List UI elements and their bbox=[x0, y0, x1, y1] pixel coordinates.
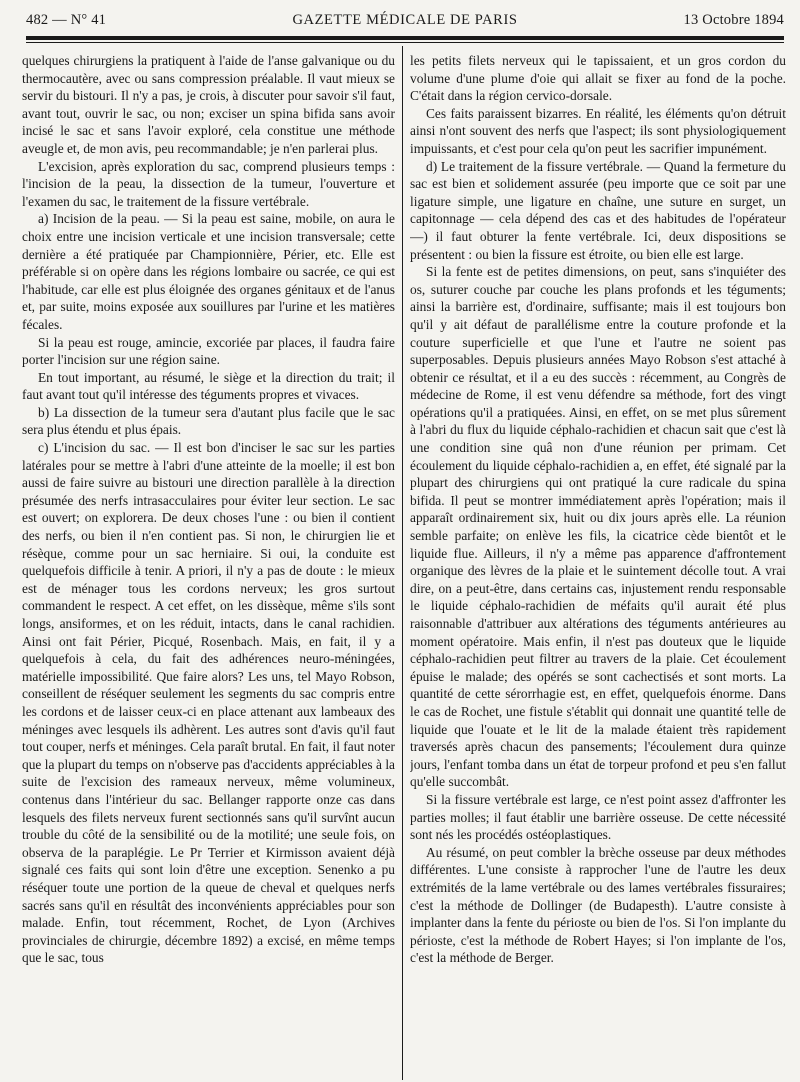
paragraph: Si la fissure vertébrale est large, ce n'est point assez d'affronter les parties molles; il faut établir une barrière osseuse. De cette nécessité sont nés les procédés ostéoplastiques. bbox=[410, 791, 786, 843]
paragraph: Ces faits paraissent bizarres. En réalité, les éléments qu'on détruit ainsi n'ont souvent des nerfs que l'aspect; ils sont physiologiquement impuissants, et c'est pour cela qu'on peut les sacrifier impunément. bbox=[410, 105, 786, 156]
issue-date: 13 Octobre 1894 bbox=[683, 12, 784, 28]
paragraph: En tout important, au résumé, le siège et la direction du trait; il faut avant tout qu'il intéresse des téguments propres et vivaces. bbox=[22, 369, 395, 403]
paragraph: a) Incision de la peau. — Si la peau est saine, mobile, on aura le choix entre une incision verticale et une incision transversale; cette dernière a été pratiquée par Championnière, Périer, etc. Elle est préférable si on opère dans les régions lombaire ou sacrée, ce qui est l'habitude, car elle est plus éloignée des organes génitaux et de l'anus et, par suite, moins exposée aux souillures par l'urine et les matières fécales. bbox=[22, 211, 395, 332]
paragraph: Au résumé, on peut combler la brèche osseuse par deux méthodes différentes. L'une consiste à rapprocher l'une de l'autre les deux extrémités de la lame vertébrale ou des lames vertébrales fissuraires; c'est la méthode de Dollinger (de Budapesth). L'autre consiste à implanter dans la fente du périoste ou bien de l'os. Si l'on implante du périoste, c'est la méthode de Robert Hayes; si l'on implante de l'os, c'est la méthode de Berger. bbox=[410, 844, 786, 966]
page-number-issue: 482 — N° 41 bbox=[26, 12, 107, 28]
paragraph: L'excision, après exploration du sac, comprend plusieurs temps : l'incision de la peau, la dissection de la tumeur, l'ouverture et l'examen du sac, le traitement de la fissure vertébrale. bbox=[22, 158, 395, 209]
paragraph: Si la fente est de petites dimensions, on peut, sans s'inquiéter des os, suturer couche par couche les plans profonds et les téguments; ainsi la barrière est, d'ordinaire, suffisante; mais il est toujours bon qu'il y ait défaut de parallélisme entre la couture profonde et la couture superficielle et que l'une et l'autre ne soient pas superposables. Depuis plusieurs années Mayo Robson s'est attaché à obtenir ce résultat, et il a eu des succès : récemment, au Congrès de médecine de Rome, il est venu défendre sa méthode, fort des vingt opérations qu'il a pratiquées. Ainsi, en effet, on se met plus sûrement à l'abri du flux du liquide céphalo-rachidien et chacun sait que c'est là une condition sine quâ non d'une réunion per primam. Cet écoulement du liquide céphalo-rachidien a, en effet, été signalé par la plupart des chirurgiens qui ont pratiqué la cure radicale du spina bifida. Il peut se montrer immédiatement après l'opération; mais il apparaît ordinairement six, huit ou dix jours après elle. La réunion semble parfaite; on enlève les fils, la cicatrice cède bientôt et le liquide flue. Ailleurs, il n'y a même pas apparence d'affrontement organique des lèvres de la plaie et le suintement décolle tout. A vrai dire, on a peut-être, dans certains cas, injustement rendu responsable le liquide céphalo-rachidien de méfaits qu'il aurait été plus raisonnable d'attribuer aux altérations des téguments antérieures au moment opératoire. Mais enfin, il n'est pas douteux que le liquide céphalo-rachidien peut filtrer au travers de la plaie. Cet écoulement épuise le malade; des opérés se sont cachectisés et sont morts. La quantité de cette sérorrhagie est, en effet, quelquefois énorme. Dans le cas de Rochet, une fistule s'établit qui donnait une quantité telle de liquide que l'ouate et le lit de la malade étaient très rapidement traversés après chacun des pansements; l'écoulement dura quinze jours, l'enfant tomba dans un état de torpeur profond et peu s'en fallut qu'elle succombât. bbox=[410, 264, 786, 790]
header-rule-thick bbox=[26, 36, 784, 40]
header-rule-thin bbox=[26, 42, 784, 43]
page-header bbox=[26, 8, 784, 32]
left-column bbox=[22, 52, 395, 1078]
right-column bbox=[410, 52, 786, 1078]
paragraph: b) La dissection de la tumeur sera d'autant plus facile que le sac sera plus étendu et plus épais. bbox=[22, 404, 395, 438]
paragraph: c) L'incision du sac. — Il est bon d'inciser le sac sur les parties latérales pour se mettre à l'abri d'une atteinte de la moelle; il est bon aussi de faire suivre au bistouri une direction parallèle à la direction présumée des nerfs intrasacculaires pour éviter leur section. Le sac est ouvert; on explorera. De deux choses l'une : ou bien il contient des nerfs, ou bien il n'en contient pas. Si non, le chirurgien lie et résèque, comme pour un sac herniaire. Si oui, la conduite est quelquefois difficile à tenir. A priori, il n'y a pas de doute : le mieux est de ménager tous les cordons nerveux; les gros surtout commandent le respect. A cet effet, on les dissèque, même s'ils sont longs, ansiformes, et on les réduit, intacts, dans le canal rachidien. Ainsi ont fait Périer, Picqué, Rosenbach. Mais, en fait, il y a quelquefois à cela, du fait des adhérences neuro-méningées, matérielle impossibilité. Que faire alors? Les uns, tel Mayo Robson, conseillent de réséquer seulement les segments du sac compris entre les cordons et de laisser ceux-ci en place attenant aux lambeaux des méninges avec lesquels ils adhèrent. Les autres sont d'avis qu'il faut tout couper, nerfs et méninges. Cela paraît brutal. En fait, il faut noter que la plupart du temps on n'observe pas d'accidents appréciables à la suite de l'excision des rameaux nerveux, même volumineux, contenus dans l'intérieur du sac. Bellanger rapporte onze cas dans lesquels des filets nerveux furent sectionnés sans qu'il survînt aucun trouble du côté de la sensibilité ou de la motilité; une seule fois, on observa de la paraplégie. Le Pr Terrier et Kirmisson avaient déjà signalé ces faits qui sont loin d'être une exception. Senenko a pu réséquer toute une portion de la queue de cheval et quelques nerfs sacrés sans qu'il en résultât des inconvénients appréciables pour son malade. Enfin, tout récemment, Rochet, de Lyon (Archives provinciales de chirurgie, décembre 1892) a excisé, en même temps que le sac, tous bbox=[22, 440, 395, 966]
column-divider bbox=[402, 46, 403, 1080]
journal-title: GAZETTE MÉDICALE DE PARIS bbox=[292, 12, 518, 28]
paragraph: d) Le traitement de la fissure vertébrale. — Quand la fermeture du sac est bien et solidement assurée (peu importe que ce soit par une ligature simple, une ligature en chaîne, une suture en surget, un capitonnage — cela dépend des cas et des habitudes de l'opérateur —) il faut obturer la fente vertébrale. Ici, deux dispositions se présentent : ou bien la fissure est étroite, ou bien elle est large. bbox=[410, 158, 786, 262]
paragraph: quelques chirurgiens la pratiquent à l'aide de l'anse galvanique ou du thermocautère, avec ou sans compression préalable. Il vaut mieux se servir du bistouri. Il n'y a pas, je crois, à discuter pour savoir s'il faut, avant tout, ouvrir le sac, ou non; exciser un spina bifida sans avoir incisé le sac et sans l'avoir exploré, cela constitue une méthode aveugle et, de mon avis, peu recommandable; je n'en parlerai plus. bbox=[22, 53, 395, 156]
paragraph: les petits filets nerveux qui le tapissaient, et un gros cordon du volume d'une plume d'oie qui allait se fixer au fond de la poche. C'était dans la région cervico-dorsale. bbox=[410, 53, 786, 104]
paragraph: Si la peau est rouge, amincie, excoriée par places, il faudra faire porter l'incision sur une région saine. bbox=[22, 334, 395, 368]
